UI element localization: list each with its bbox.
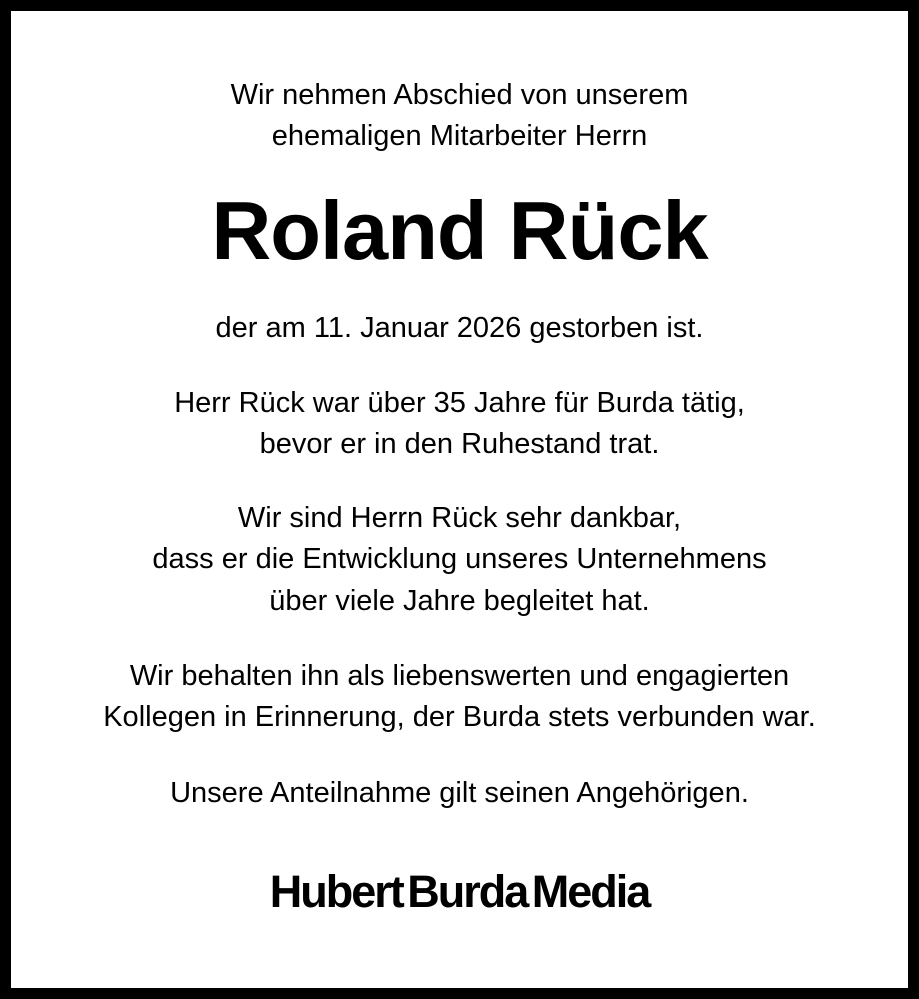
tenure-line-2: bevor er in den Ruhestand trat. — [259, 428, 660, 460]
thanks-line-2: dass er die Entwicklung unseres Unternehmens — [152, 543, 767, 575]
tenure-line-1: Herr Rück war über 35 Jahre für Burda tätig, — [174, 387, 745, 419]
intro-line-1: Wir nehmen Abschied von unserem — [230, 79, 689, 111]
thanks-line-1: Wir sind Herrn Rück sehr dankbar, — [237, 502, 682, 534]
memory-line-1: Wir behalten ihn als liebenswerten und engagierten — [129, 660, 790, 692]
deceased-name: Roland Rück — [211, 184, 708, 277]
intro-line-2: ehemaligen Mitarbeiter Herrn — [271, 120, 648, 152]
thanks-line-3: über viele Jahre begleitet hat. — [269, 585, 650, 617]
condolence-line: Unsere Anteilnahme gilt seinen Angehörigen. — [170, 777, 749, 809]
hubert-burda-media-logo: Hubert Burda Media — [269, 866, 650, 917]
death-date-line: der am 11. Januar 2026 gestorben ist. — [215, 312, 704, 344]
memory-line-2: Kollegen in Erinnerung, der Burda stets verbunden war. — [103, 701, 816, 733]
